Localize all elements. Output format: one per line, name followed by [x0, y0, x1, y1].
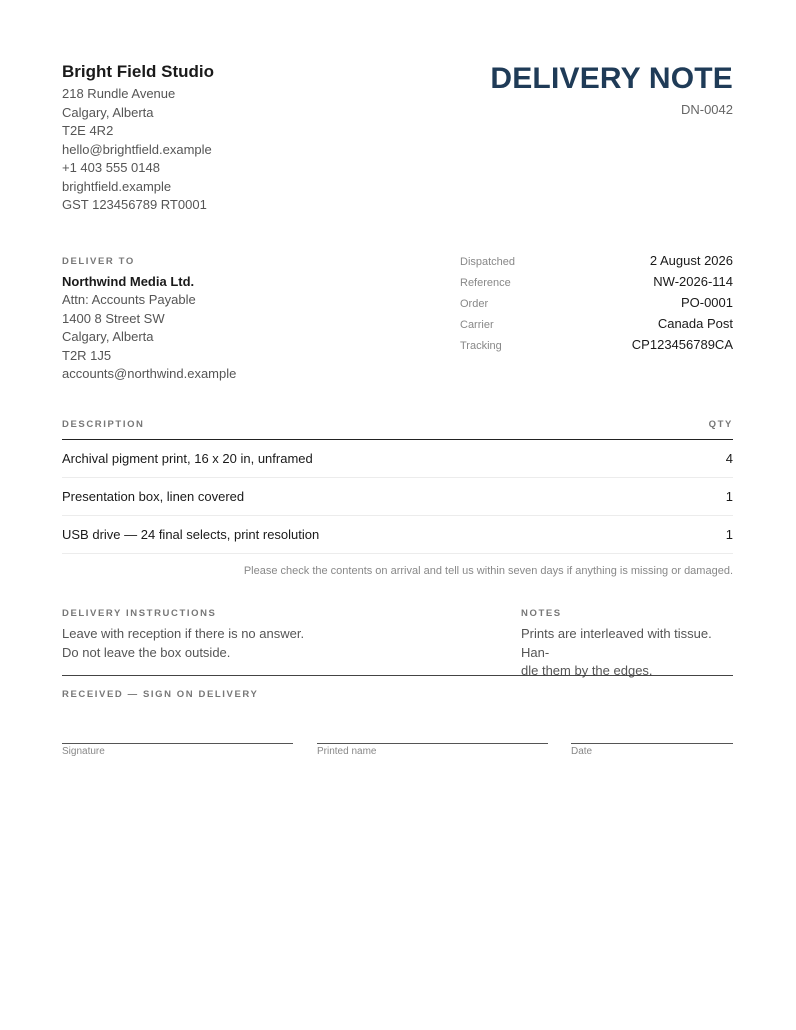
instruction-line: Do not leave the box outside.: [62, 644, 231, 660]
items-table: [62, 419, 733, 554]
date-caption: Date: [571, 746, 593, 757]
deliver-to-label: DELIVER TO: [62, 256, 135, 267]
item-description: Archival pigment print, 16 x 20 in, unframed: [62, 451, 313, 466]
notes-line: Prints are interleaved with tissue. Han-: [521, 626, 712, 660]
meta-value: NW-2026-114: [653, 274, 733, 289]
meta-key: Order: [460, 298, 489, 310]
notes-label: NOTES: [521, 608, 562, 619]
sender-phone: +1 403 555 0148: [62, 160, 160, 175]
column-header-description: DESCRIPTION: [62, 419, 145, 430]
delivery-instructions-label: DELIVERY INSTRUCTIONS: [62, 608, 217, 619]
meta-key: Tracking: [460, 340, 502, 352]
meta-row-order: [460, 295, 733, 316]
sender-name: Bright Field Studio: [62, 62, 215, 81]
check-contents-note: Please check the contents on arrival and tell us within seven days if anything is missing or damaged.: [243, 565, 733, 577]
item-qty: 4: [725, 451, 733, 466]
meta-row-tracking: [460, 337, 733, 358]
recipient-email: accounts@northwind.example: [62, 366, 237, 381]
meta-key: Carrier: [460, 319, 494, 331]
meta-value: Canada Post: [657, 316, 733, 331]
sender-postal-code: T2E 4R2: [62, 123, 114, 138]
meta-key: Reference: [460, 277, 511, 289]
table-row: [62, 516, 733, 554]
sender-street: 218 Rundle Avenue: [62, 86, 176, 101]
sender-website: brightfield.example: [62, 178, 172, 194]
meta-row-carrier: [460, 316, 733, 337]
section-divider: [62, 675, 733, 676]
items-table-header: [62, 419, 733, 440]
item-qty: 1: [725, 527, 733, 542]
recipient-postal-code: T2R 1J5: [62, 347, 112, 363]
meta-value: PO-0001: [680, 295, 733, 310]
sender-tax-number: GST 123456789 RT0001: [62, 197, 207, 212]
recipient-name: Northwind Media Ltd.: [62, 274, 195, 289]
printed-name-caption: Printed name: [317, 746, 377, 757]
item-qty: 1: [725, 489, 733, 504]
document-title: DELIVERY NOTE: [490, 62, 733, 95]
instruction-line: Leave with reception if there is no answer.: [62, 626, 305, 641]
table-row: [62, 440, 733, 478]
meta-key: Dispatched: [460, 256, 516, 268]
date-line: [571, 743, 733, 744]
column-header-qty: QTY: [708, 419, 733, 430]
meta-row-reference: [460, 274, 733, 295]
meta-row-dispatched: [460, 253, 733, 274]
printed-name-line: [317, 743, 548, 744]
signature-line: [62, 743, 293, 744]
meta-value: CP123456789CA: [631, 337, 733, 352]
received-label: RECEIVED — SIGN ON DELIVERY: [62, 689, 259, 700]
sender-city: Calgary, Alberta: [62, 104, 154, 120]
item-description: USB drive — 24 final selects, print resolution: [62, 527, 320, 542]
delivery-instructions-text: [62, 625, 322, 662]
signature-caption: Signature: [62, 746, 105, 757]
recipient-street: 1400 8 Street SW: [62, 310, 165, 326]
recipient-address: [62, 291, 236, 384]
notes-line: dle them by the edges.: [521, 663, 653, 678]
meta-value: 2 August 2026: [649, 253, 733, 268]
recipient-attention: Attn: Accounts Payable: [62, 292, 196, 307]
notes-text: [521, 625, 733, 681]
sender-address: [62, 85, 212, 215]
recipient-city: Calgary, Alberta: [62, 329, 154, 344]
sender-email: hello@brightfield.example: [62, 141, 212, 157]
document-number: DN-0042: [680, 102, 733, 117]
table-row: [62, 478, 733, 516]
shipment-details: [460, 253, 733, 358]
item-description: Presentation box, linen covered: [62, 489, 245, 504]
